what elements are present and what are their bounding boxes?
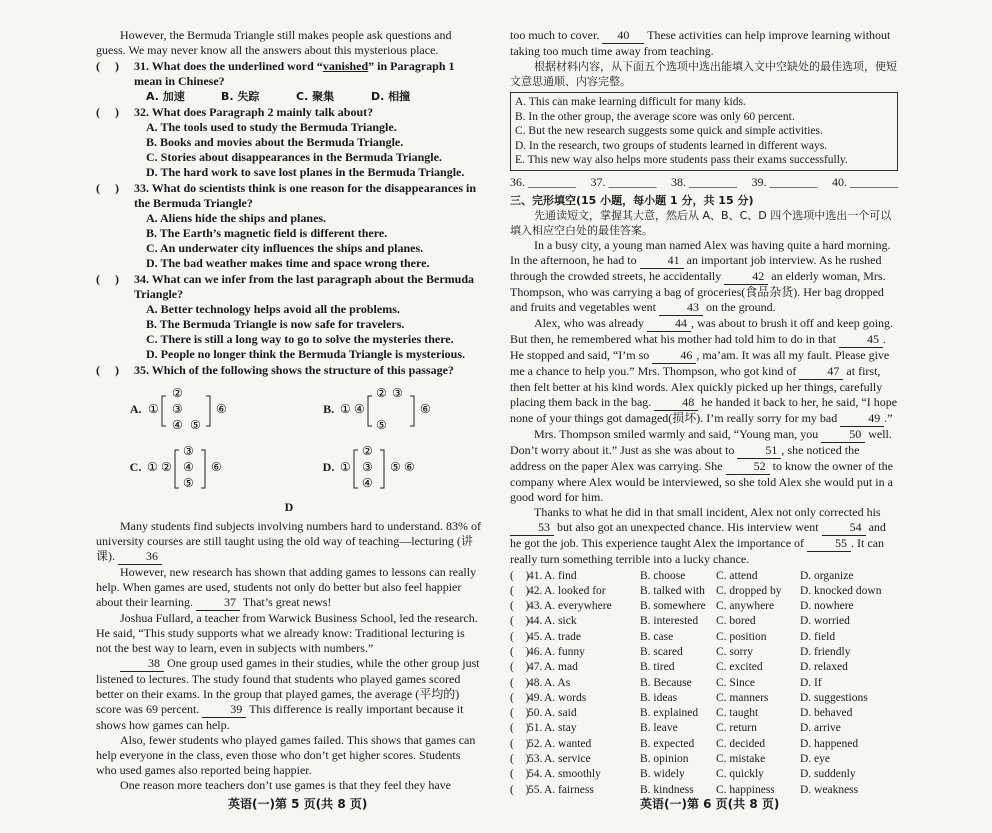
question-stem: 33. What do scientists think is one reason for the disappearances in the Bermuda Triangle?	[134, 181, 477, 210]
option-b: B. 失踪	[221, 90, 260, 103]
structure-option-c: C. ① ② ③ ④ ⑤ ⑥	[130, 440, 256, 494]
blank-44[interactable]: 44	[647, 316, 691, 332]
blank-40[interactable]: 40	[602, 28, 644, 44]
node-4: ④	[362, 476, 374, 490]
bracket	[380, 450, 384, 488]
option-a: A. 加速	[146, 90, 185, 103]
box-option-d: D. In the research, two groups of students learned in different ways.	[515, 139, 828, 152]
cloze-row-46: ( ) 46. A. funny B. scared C. sorry D. friendly	[510, 645, 851, 658]
node-2: ②	[362, 444, 374, 458]
d-paragraph-4: 38 One group used games in their studies, while the other group just listened to lectures. The study found that students who played games scored better on their exams. In the group that played games, the average (平均的) score was 69 percent. 39 This difference is really important because it shows how games can help.	[96, 656, 480, 732]
intro-paragraph: However, the Bermuda Triangle still makes people ask questions and guess. We may never know all the answers about this mysterious place.	[96, 28, 452, 57]
question-34-options	[96, 302, 482, 362]
blank-47[interactable]: 47	[799, 364, 843, 380]
cloze-row-54: ( ) 54. A. smoothly B. widely C. quickly D. suddenly	[510, 768, 856, 781]
option-b: B. The Bermuda Triangle is now safe for travelers.	[146, 317, 405, 331]
node-1: ①	[340, 402, 351, 416]
option-b: B. Books and movies about the Bermuda Triangle.	[146, 135, 404, 149]
option-d: D. The bad weather makes time and space wrong there.	[146, 256, 430, 270]
blank-50[interactable]: 50	[821, 427, 865, 443]
option-a: A. Aliens hide the ships and planes.	[146, 211, 327, 225]
box-option-b: B. In the other group, the average score was only 60 percent.	[515, 110, 795, 123]
blank-37[interactable]: 37	[196, 595, 240, 611]
node-6: ⑥	[404, 460, 416, 474]
blank-45[interactable]: 45	[839, 332, 883, 348]
blank-49[interactable]: 49	[840, 411, 884, 427]
cloze-paragraph-4: Thanks to what he did in that small incident, Alex not only corrected his 53 but also got an unexpected chance. His interview went 54 and he got the job. This experience taught Alex the importance of 55 . It can really turn something terrible into a lucky chance.	[510, 504, 886, 566]
right-page	[510, 28, 898, 798]
cloze-row-55: ( ) 55. A. fairness B. kindness C. happiness D. weakness	[510, 783, 859, 796]
node-5: ⑤	[376, 418, 387, 432]
structure-option-a: A. ① ② ③ ④ ⑤ ⑥	[130, 382, 256, 436]
node-1: ①	[147, 402, 159, 416]
cloze-paragraph-3: Mrs. Thompson smiled warmly and said, “Young man, you 50 well. Don’t worry about it.” Just as she was about to 51 , she noticed the address on the paper Alex was carrying. She 52 to know the owner of the company where Alex would be interviewed, so she told Alex she would put in a good word for him.	[510, 426, 893, 504]
bracket	[368, 396, 372, 426]
structure-options-row1	[96, 382, 482, 436]
node-4: ④	[171, 418, 183, 432]
option-a: A. The tools used to study the Bermuda Triangle.	[146, 120, 397, 134]
node-6: ⑥	[420, 402, 431, 416]
question-31-options	[96, 89, 482, 104]
cloze-row-42: ( ) 42. A. looked for B. talked with C. dropped by D. knocked down	[510, 584, 882, 597]
node-6: ⑥	[215, 402, 227, 416]
box-option-a: A. This can make learning difficult for many kids.	[515, 96, 746, 108]
question-32-options	[96, 120, 482, 180]
blank-39[interactable]: 39	[202, 702, 246, 718]
option-d: D. People no longer think the Bermuda Triangle is mysterious.	[146, 347, 466, 361]
instructions: 根据材料内容，从下面五个选项中选出能填入文中空缺处的最佳选项，使短文意思通顺、内容完整。	[510, 60, 897, 88]
node-4: ④	[183, 460, 195, 474]
question-34: ( ) 34. What can we infer from the last paragraph about the Bermuda Triangle?	[96, 272, 482, 302]
node-4: ④	[354, 402, 365, 416]
structure-options-row2	[96, 440, 482, 494]
blank-46[interactable]: 46	[652, 348, 696, 364]
question-stem: 34. What can we infer from the last paragraph about the Bermuda Triangle?	[134, 272, 474, 301]
node-3: ③	[171, 402, 183, 416]
cloze-paragraph-1: In a busy city, a young man named Alex was having quite a hard morning. In the afternoon, he had to 41 an important job interview. As he rushed through the crowded streets, he accidentally 42 an elderly woman, Mrs. Thompson, who was carrying a bag of groceries(食品杂货). Her bag dropped and fruits and vegetables went 43 on the ground.	[510, 237, 891, 314]
structure-diagram-b	[338, 382, 448, 436]
bracket	[354, 450, 358, 488]
option-c: C. Stories about disappearances in the Bermuda Triangle.	[146, 150, 442, 164]
answer-blank-37[interactable]: 37. ________	[590, 174, 657, 189]
question-35: ( ) 35. Which of the following shows the structure of this passage?	[96, 363, 482, 378]
box-option-e: E. This new way also helps more students pass their exams successfully.	[515, 154, 848, 166]
cloze-row-51: ( ) 51. A. stay B. leave C. return D. arrive	[510, 722, 841, 735]
node-5: ⑤	[183, 476, 195, 490]
option-b: B. The Earth’s magnetic field is different there.	[146, 226, 388, 240]
d-paragraph-1: Many students find subjects involving numbers hard to understand. 83% of university courses are still taught using the old way of teaching—lecturing (讲课). 36	[96, 519, 481, 563]
bracket	[206, 396, 210, 426]
section-3-instructions: 先通读短文，掌握其大意，然后从 A、B、C、D 四个选项中选出一个可以填入相应空白处的最佳答案。	[510, 208, 892, 237]
cloze-row-43: ( ) 43. A. everywhere B. somewhere C. anywhere D. nowhere	[510, 600, 854, 613]
node-2: ②	[161, 460, 173, 474]
cloze-row-52: ( ) 52. A. wanted B. expected C. decided D. happened	[510, 737, 859, 750]
section-d-title: D	[284, 500, 294, 514]
answer-blank-39[interactable]: 39. ________	[751, 174, 818, 189]
blank-55[interactable]: 55	[807, 536, 851, 552]
option-a: A. Better technology helps avoid all the problems.	[146, 302, 400, 316]
option-c: C. 聚集	[296, 90, 335, 103]
d-paragraph-2: However, new research has shown that adding games to lessons can really help. When games are used, students not only do better but also feel happier about their learning. 37 That’s great news!	[96, 565, 477, 609]
node-2: ②	[171, 386, 183, 400]
answer-blank-38[interactable]: 38. ________	[671, 174, 737, 189]
question-33-options	[96, 211, 482, 271]
blank-43[interactable]: 43	[659, 300, 703, 316]
answer-paren: ( )	[96, 59, 119, 73]
structure-diagram-c	[145, 440, 255, 494]
underlined-word: vanished	[322, 59, 369, 73]
cloze-row-53: ( ) 53. A. service B. opinion C. mistake D. eye	[510, 753, 831, 766]
answer-blank-36[interactable]: 36. ________	[510, 174, 576, 189]
page-footer-left: 英语(一)第 5 页(共 8 页)	[228, 797, 368, 811]
answer-blank-40[interactable]: 40. ________	[832, 174, 898, 189]
cloze-options-list	[510, 569, 898, 798]
blank-41[interactable]: 41	[640, 253, 684, 269]
node-1: ①	[147, 460, 159, 474]
structure-diagram-a	[146, 382, 256, 436]
node-5: ⑤	[390, 460, 402, 474]
node-3: ③	[362, 460, 374, 474]
node-5: ⑤	[189, 418, 201, 432]
section-3-title: 三、完形填空(15 小题，每小题 1 分，共 15 分)	[510, 193, 754, 207]
cloze-paragraph-2: Alex, who was already 44 , was about to brush it off and keep going. But then, he remembered what his mother had told him to do in that 45 . He stopped and said, “I’m so 46 , ma’am. It was all my fault. Please give me a chance to help you.” Mrs. Thompson, who got kind of 47 at first, then felt better at his kind words. Alex quickly picked up her things, carefully placing them back in the bag. 48 he handed it back to her, he said, “I hope none of your things got damaged(损坏). I’m really sorry for my bad 49 .”	[510, 315, 898, 425]
question-stem: 35. Which of the following shows the structure of this passage?	[134, 363, 454, 377]
page-footer-right: 英语(一)第 6 页(共 8 页)	[640, 797, 780, 811]
d-paragraph-5: Also, fewer students who played games failed. This shows that games can help everyone in the class, even those who don’t get higher scores. Students who used games also reported being happier.	[96, 733, 476, 777]
d-paragraph-6-continued: too much to cover. 40 These activities can help improve learning without taking too much time away from teaching.	[510, 28, 891, 58]
question-31: ( ) 31. What does the underlined word “vanished” in Paragraph 1 mean in Chinese?	[96, 59, 455, 88]
structure-option-d: D. ① ② ③ ④ ⑤ ⑥	[323, 440, 449, 494]
blank-52[interactable]: 52	[726, 459, 770, 475]
blank-42[interactable]: 42	[724, 269, 768, 285]
d-paragraph-6: One reason more teachers don’t use games is that they feel they have	[120, 778, 451, 792]
cloze-row-45: ( ) 45. A. trade B. case C. position D. field	[510, 630, 836, 643]
question-33: ( ) 33. What do scientists think is one reason for the disappearances in the Bermuda Triangle?	[96, 181, 482, 211]
option-d: D. The hard work to save lost planes in the Bermuda Triangle.	[146, 165, 465, 179]
blank-36[interactable]: 36	[118, 549, 162, 565]
node-1: ①	[340, 460, 352, 474]
node-2: ②	[376, 386, 387, 400]
d-paragraph-3: Joshua Fullard, a teacher from Warwick Business School, led the research. He said, “This study supports what we already know: Traditional lecturing is not the best way to learn, even in subjects with numbers.”	[96, 611, 478, 655]
options-box	[510, 92, 898, 171]
node-6: ⑥	[211, 460, 223, 474]
cloze-row-41: ( ) 41. A. find B. choose C. attend D. organize	[510, 569, 854, 582]
question-stem: 32. What does Paragraph 2 mainly talk about?	[134, 105, 374, 119]
option-c: C. An underwater city influences the ships and planes.	[146, 241, 424, 255]
structure-option-b: B. ① ④ ② ③ ⑤ ⑥	[323, 382, 448, 436]
box-option-c: C. But the new research suggests some quick and simple activities.	[515, 125, 823, 137]
blank-48[interactable]: 48	[654, 395, 698, 411]
blank-54[interactable]: 54	[822, 520, 866, 536]
answer-blanks	[510, 175, 898, 190]
node-3: ③	[183, 444, 195, 458]
cloze-row-47: ( ) 47. A. mad B. tired C. excited D. relaxed	[510, 661, 848, 674]
option-d: D. 相撞	[371, 90, 411, 103]
blank-53[interactable]: 53	[510, 520, 554, 536]
cloze-row-50: ( ) 50. A. said B. explained C. taught D. behaved	[510, 707, 853, 720]
bracket	[201, 450, 205, 488]
bracket	[162, 396, 166, 426]
cloze-row-48: ( ) 48. A. As B. Because C. Since D. If	[510, 676, 822, 689]
node-3: ③	[392, 386, 403, 400]
cloze-row-49: ( ) 49. A. words B. ideas C. manners D. suggestions	[510, 691, 868, 704]
structure-diagram-d	[338, 440, 448, 494]
blank-38[interactable]: 38	[120, 656, 164, 672]
question-32: ( ) 32. What does Paragraph 2 mainly talk about?	[96, 105, 482, 120]
left-page	[96, 28, 482, 793]
bracket	[175, 450, 179, 488]
cloze-row-44: ( ) 44. A. sick B. interested C. bored D. worried	[510, 615, 850, 628]
blank-51[interactable]: 51	[737, 443, 781, 459]
bracket	[410, 396, 414, 426]
option-c: C. There is still a long way to go to solve the mysteries there.	[146, 332, 454, 346]
